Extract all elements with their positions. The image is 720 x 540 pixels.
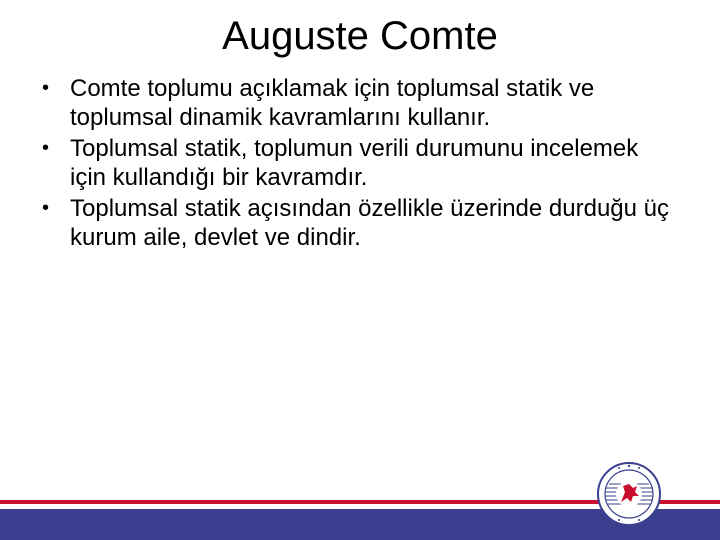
bullet-dot: • bbox=[42, 137, 50, 159]
bullet-text: Comte toplumu açıklamak için toplumsal statik ve toplumsal dinamik kavramlarını kullanır. bbox=[70, 75, 595, 131]
slide-title: Auguste Comte bbox=[222, 14, 498, 58]
bullet-item bbox=[36, 194, 676, 252]
bullet-list bbox=[36, 74, 676, 254]
bullet-dot: • bbox=[42, 77, 50, 99]
bullet-item bbox=[36, 134, 676, 192]
bullet-item bbox=[36, 74, 676, 132]
university-seal-icon bbox=[597, 462, 661, 526]
bullet-text: Toplumsal statik, toplumun verili durumunu incelemek için kullandığı bir kavramdır. bbox=[70, 135, 639, 191]
bullet-text: Toplumsal statik açısından özellikle üzerinde durduğu üç kurum aile, devlet ve dindir. bbox=[70, 195, 670, 251]
bullet-dot: • bbox=[42, 197, 50, 219]
